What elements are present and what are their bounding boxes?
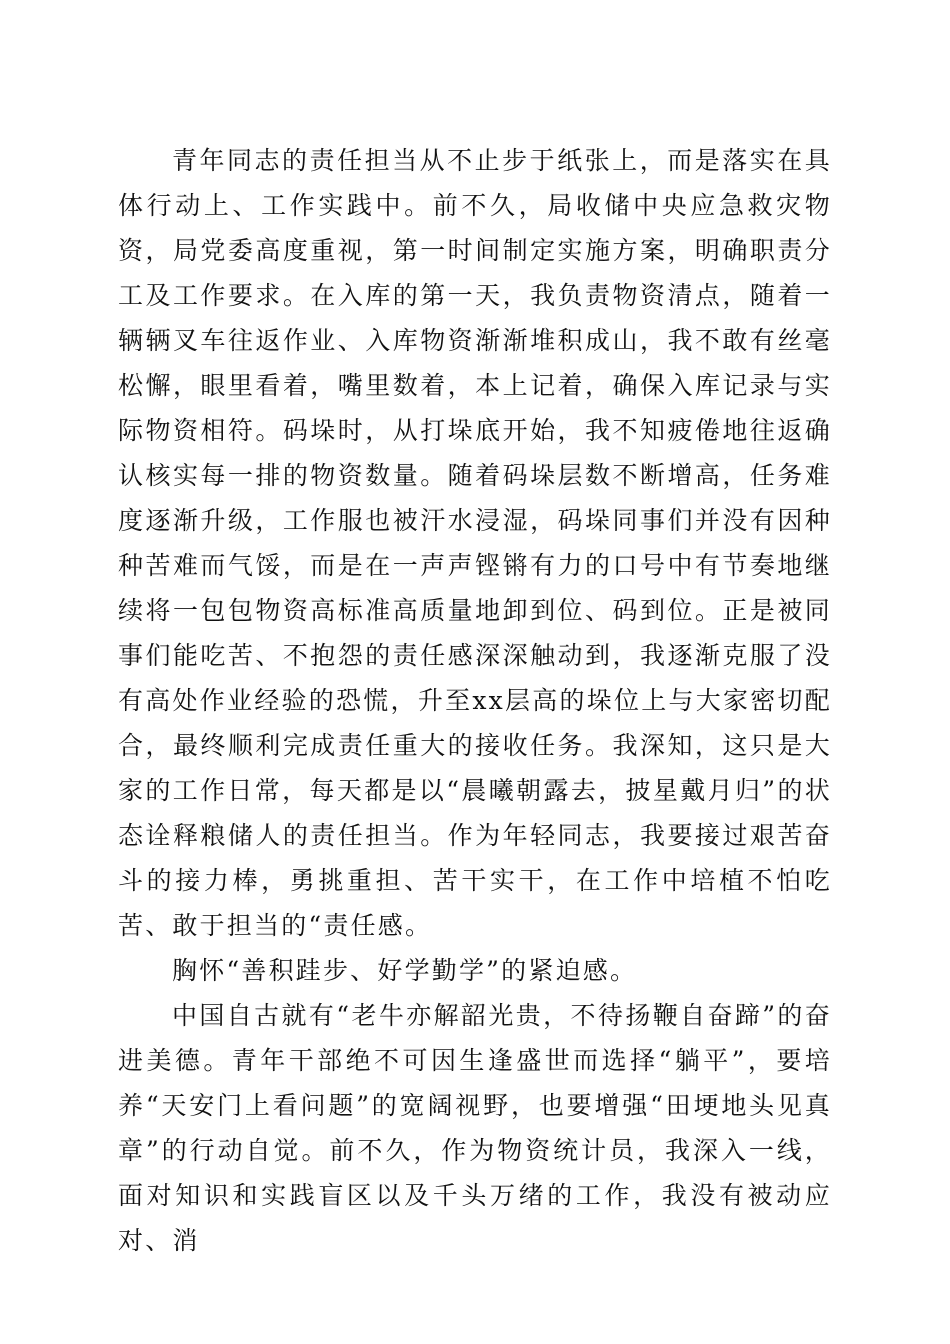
paragraph-heading-urgency: 胸怀“善积跬步、好学勤学”的紧迫感。 bbox=[172, 956, 638, 985]
paragraph-responsibility: 青年同志的责任担当从不止步于纸张上，而是落实在具体行动上、工作实践中。前不久，局收储中央应急救灾物资，局党委高度重视，第一时间制定实施方案，明确职责分工及工作要求。在入库的第一天，我负责物资清点，随着一辆辆叉车往返作业、入库物资渐渐堆积成山，我不敢有丝毫松懈，眼里看着，嘴里数着，本上记着，确保入库记录与实际物资相符。码垛时，从打垛底开始，我不知疲倦地往返确认核实每一排的物资数量。随着码垛层数不断增高，任务难度逐渐升级，工作服也被汗水浸湿，码垛同事们并没有因种种苦难而气馁，而是在一声声铿锵有力的口号中有节奏地继续将一包包物资高标准高质量地卸到位、码到位。正是被同事们能吃苦、不抱怨的责任感深深触动到，我逐渐克服了没有高处作业经验的恐慌，升至xx层高的垛位上与大家密切配合，最终顺利完成责任重大的接收任务。我深知，这只是大家的工作日常，每天都是以“晨曦朝露去，披星戴月归”的状态诠释粮储人的责任担当。作为年轻同志，我要接过艰苦奋斗的接力棒，勇挑重担、苦干实干，在工作中培植不怕吃苦、敢于担当的“责任感。 bbox=[118, 146, 832, 940]
paragraph-diligence: 中国自古就有“老牛亦解韶光贵，不待扬鞭自奋蹄”的奋进美德。青年干部绝不可因生逢盛世而选择“躺平”，要培养“天安门上看问题”的宽阔视野，也要增强“田埂地头见真章”的行动自觉。前不久，作为物资统计员，我深入一线，面对知识和实践盲区以及千头万绪的工作，我没有被动应对、消 bbox=[118, 1001, 832, 1255]
document-body bbox=[118, 138, 832, 1263]
